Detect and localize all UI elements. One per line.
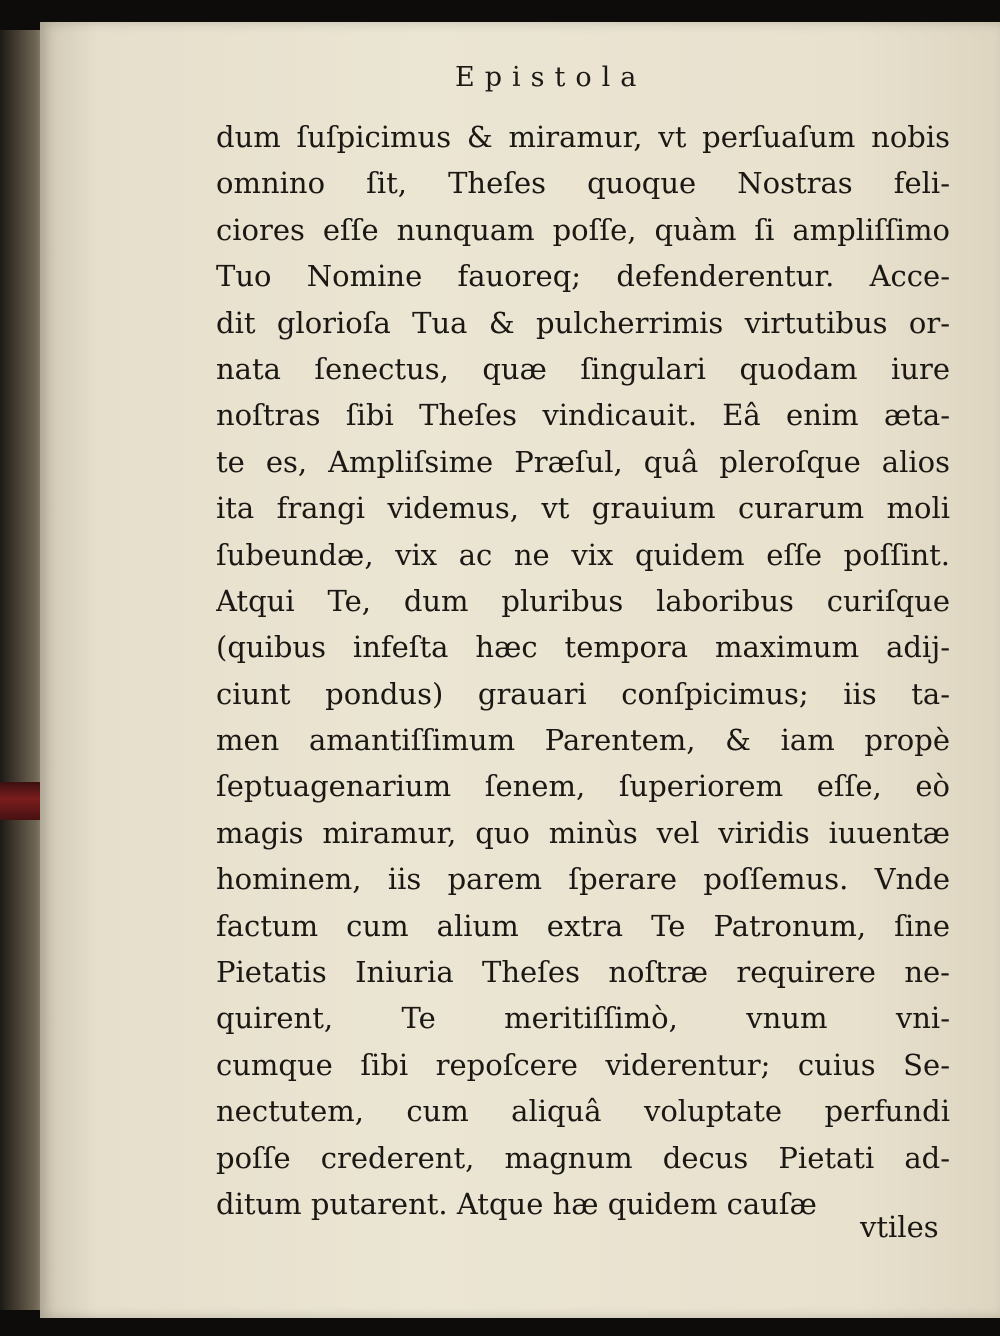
- text-line: ſeptuagenarium ſenem, ſuperiorem eſſe, eò: [216, 769, 950, 804]
- text-line: ita frangi videmus, vt grauium curarum moli: [216, 491, 950, 526]
- text-line: dit glorioſa Tua & pulcherrimis virtutibus or-: [216, 305, 950, 340]
- text-line: quirent, Te meritiſſimò, vnum vni-: [216, 1001, 950, 1036]
- catchword: vtiles: [860, 1210, 939, 1244]
- text-line: cumque ſibi repoſcere viderentur; cuius Se-: [216, 1047, 950, 1082]
- text-line: omnino ſit, Theſes quoque Nostras feli-: [216, 166, 950, 201]
- text-line: poſſe crederent, magnum decus Pietati ad-: [216, 1140, 950, 1175]
- text-line: ciunt pondus) grauari conſpicimus; iis ta-: [216, 676, 950, 711]
- text-line: Pietatis Iniuria Theſes noſtræ requirere ne-: [216, 955, 950, 990]
- text-line: (quibus infeſta hæc tempora maximum adij-: [216, 630, 950, 665]
- text-line: te es, Ampliſsime Præſul, quâ pleroſque alios: [216, 444, 950, 479]
- text-line: ciores eſſe nunquam poſſe, quàm ſi ampliſſimo: [216, 212, 950, 247]
- text-line: magis miramur, quo minùs vel viridis iuuentæ: [216, 815, 950, 850]
- running-head: Epistola: [455, 62, 647, 93]
- text-line: hominem, iis parem ſperare poſſemus. Vnde: [216, 862, 950, 897]
- text-line: factum cum alium extra Te Patronum, ſine: [216, 908, 950, 943]
- text-line: nectutem, cum aliquâ voluptate perfundi: [216, 1094, 950, 1129]
- text-line: Atqui Te, dum pluribus laboribus curiſque: [216, 583, 950, 618]
- body-text: [216, 114, 950, 1227]
- text-line: nata ſenectus, quæ ſingulari quodam iure: [216, 351, 950, 386]
- text-line: dum ſuſpicimus & miramur, vt perſuaſum nobis: [216, 120, 950, 154]
- page-leaf: [40, 22, 1000, 1318]
- text-line: men amantiſſimum Parentem, & iam propè: [216, 723, 950, 758]
- text-line: ditum putarent. Atque hæ quidem cauſæ: [216, 1186, 817, 1221]
- text-line: Tuo Nomine fauoreq; defenderentur. Acce-: [216, 259, 950, 294]
- text-line: noſtras ſibi Theſes vindicauit. Eâ enim ætа-: [216, 398, 950, 433]
- text-line: ſubeundæ, vix ac ne vix quidem eſſe poſſint.: [216, 537, 950, 572]
